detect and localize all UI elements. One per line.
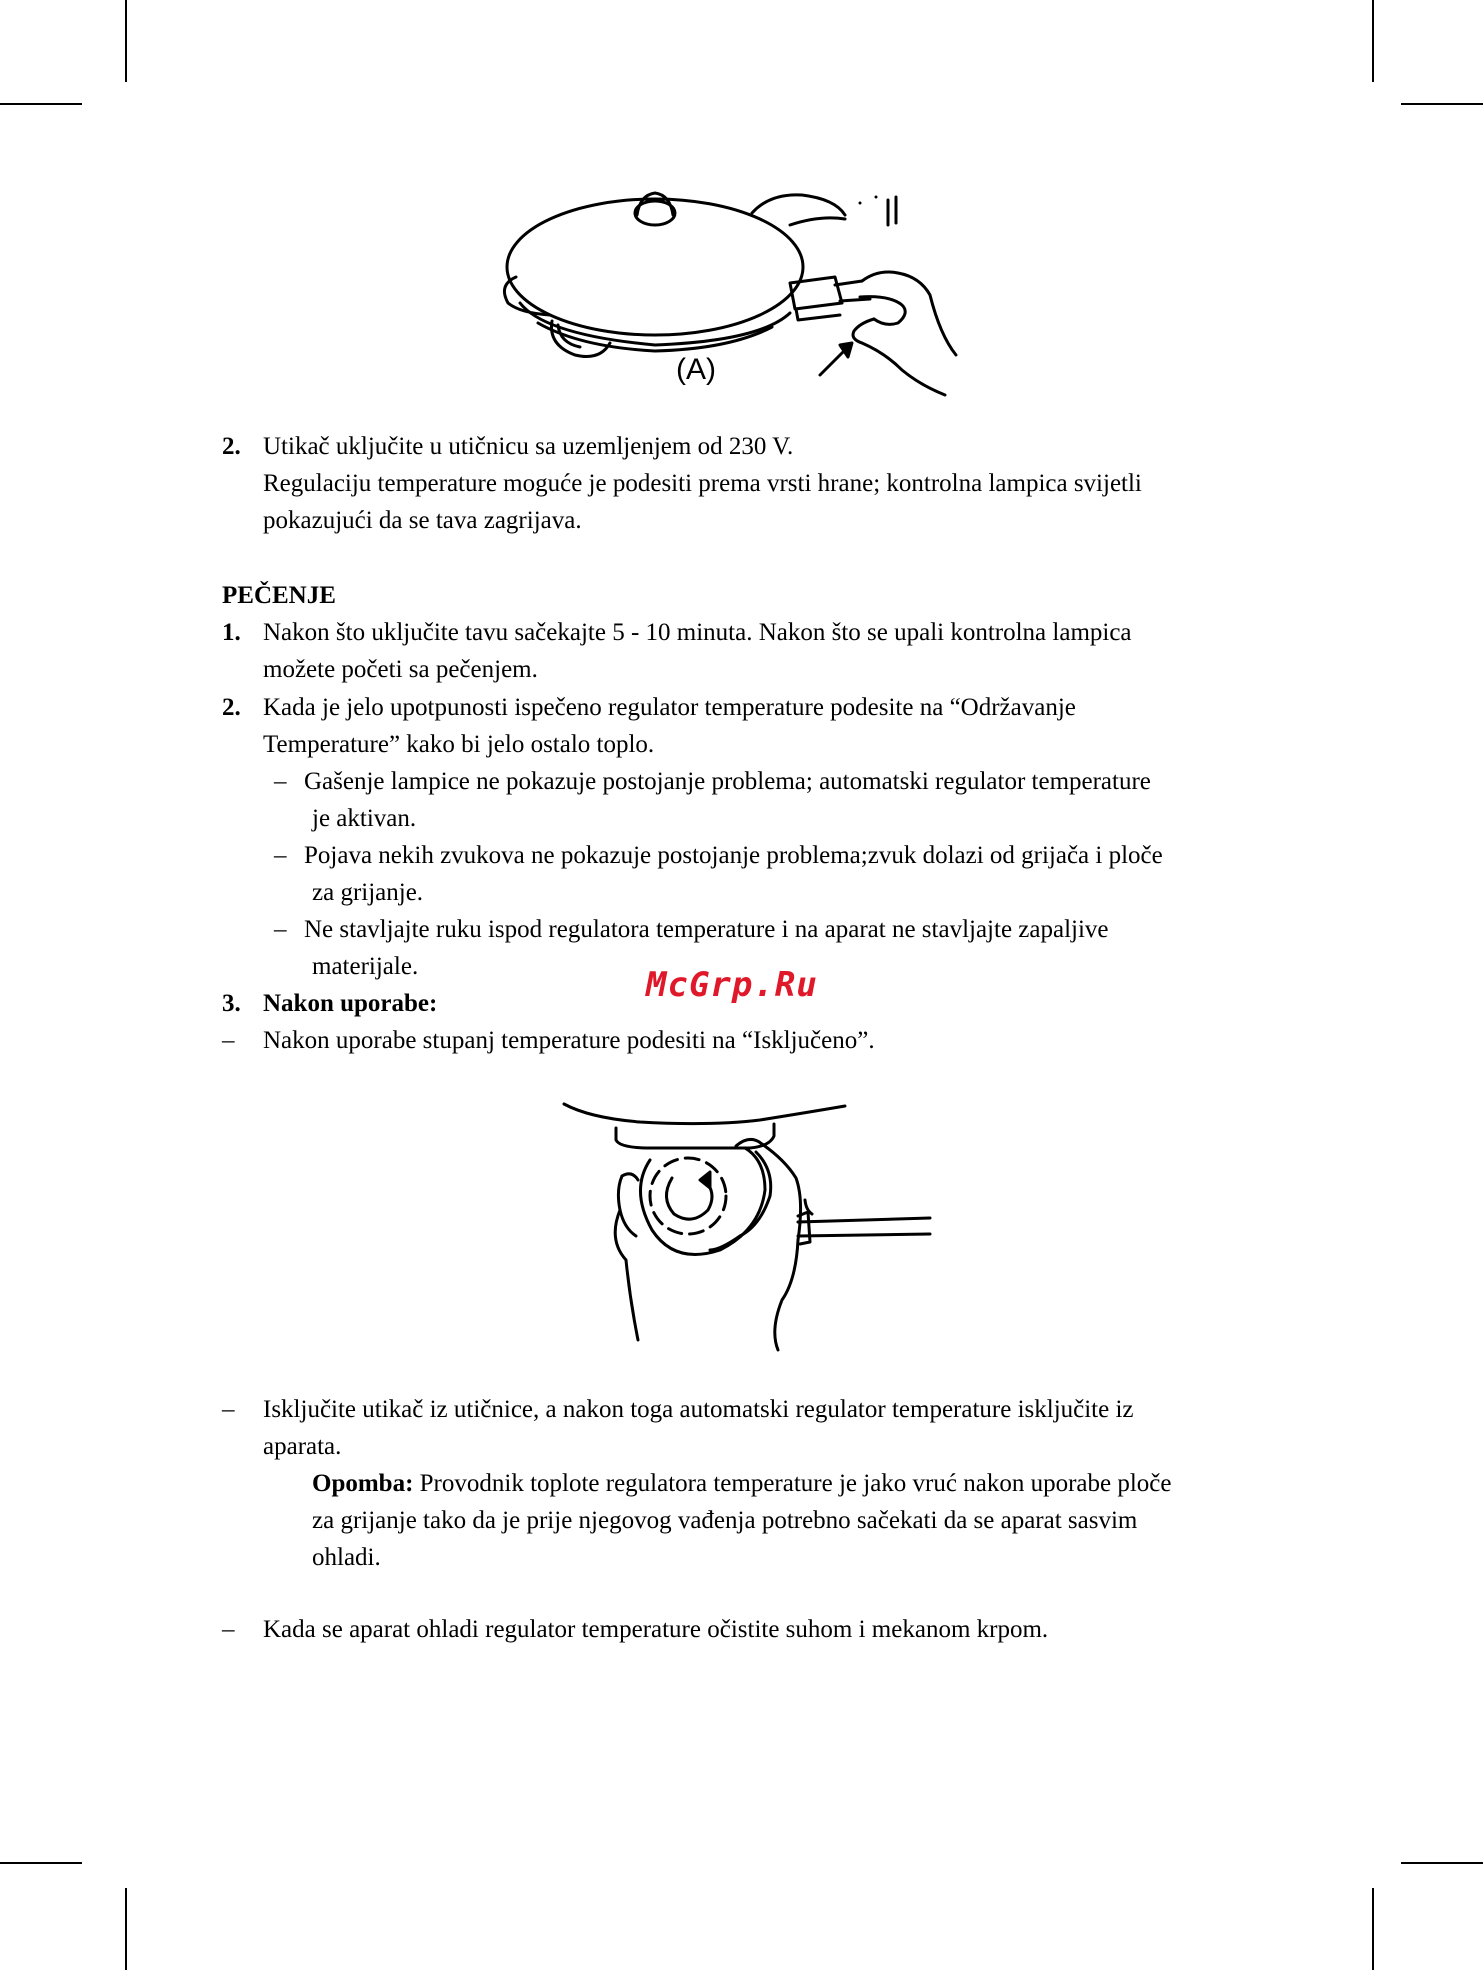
bullet-1-line-1: Gašenje lampice ne pokazuje postojanje problema; automatski regulator temperature xyxy=(304,768,1151,795)
regulator-dial-illustration xyxy=(560,1100,940,1358)
step3-label: Nakon uporabe: xyxy=(263,990,438,1017)
crop-mark-top-right-h xyxy=(1401,103,1483,105)
crop-mark-bottom-right-h xyxy=(1401,1862,1483,1864)
cleaning-text: Kada se aparat ohladi regulator temperature očistite suhom i mekanom krpom. xyxy=(263,1616,1049,1643)
bullet-3-dash: – xyxy=(274,916,287,943)
item2-line-2: Regulaciju temperature moguće je podesiti prema vrsti hrane; kontrolna lampica svijetli xyxy=(263,470,1142,497)
note-label: Opomba: xyxy=(312,1470,414,1497)
unplug-dash: – xyxy=(222,1396,235,1423)
step1-line-1: Nakon što uključite tavu sačekajte 5 - 10 minuta. Nakon što se upali kontrolna lampica xyxy=(263,619,1132,646)
bullet-2-line-2: za grijanje. xyxy=(312,879,424,906)
section-heading-pecenje: PEČENJE xyxy=(222,582,336,609)
after-use-text: Nakon uporabe stupanj temperature podesiti na “Isključeno”. xyxy=(263,1027,875,1054)
note-line-3: ohladi. xyxy=(312,1544,381,1571)
note-line-1 xyxy=(312,1469,1171,1499)
crop-mark-bottom-right-v xyxy=(1372,1888,1374,1970)
step3-number: 3. xyxy=(222,990,241,1017)
watermark: McGrp.Ru xyxy=(646,965,818,1005)
bullet-2-line-1: Pojava nekih zvukova ne pokazuje postojanje problema;zvuk dolazi od grijača i ploče xyxy=(304,842,1163,869)
after-use-dash: – xyxy=(222,1027,235,1054)
unplug-line-1: Isključite utikač iz utičnice, a nakon toga automatski regulator temperature isključite iz xyxy=(263,1396,1134,1423)
crop-mark-top-left-v xyxy=(125,0,127,82)
bullet-1-line-2: je aktivan. xyxy=(312,805,417,832)
figure-a-label: (A) xyxy=(676,353,716,386)
item2-line-1: Utikač uključite u utičnicu sa uzemljenjem od 230 V. xyxy=(263,433,794,460)
item2-line-3: pokazujući da se tava zagrijava. xyxy=(263,507,582,534)
pan-illustration xyxy=(490,185,960,410)
step2-number: 2. xyxy=(222,694,241,721)
crop-mark-bottom-left-h xyxy=(0,1862,82,1864)
bullet-3-line-2: materijale. xyxy=(312,953,419,980)
step2-line-1: Kada je jelo upotpunosti ispečeno regulator temperature podesite na “Održavanje xyxy=(263,694,1076,721)
note-line-2: za grijanje tako da je prije njegovog vađenja potrebno sačekati da se aparat sasvim xyxy=(312,1507,1138,1534)
crop-mark-bottom-left-v xyxy=(125,1888,127,1970)
bullet-1-dash: – xyxy=(274,768,287,795)
cleaning-dash: – xyxy=(222,1616,235,1643)
crop-mark-top-right-v xyxy=(1372,0,1374,82)
step2-line-2: Temperature” kako bi jelo ostalo toplo. xyxy=(263,731,655,758)
step1-number: 1. xyxy=(222,619,241,646)
bullet-2-dash: – xyxy=(274,842,287,869)
item2-number: 2. xyxy=(222,433,241,460)
crop-mark-top-left-h xyxy=(0,103,82,105)
note-text-1: Provodnik toplote regulatora temperature je jako vruć nakon uporabe ploče xyxy=(419,1470,1172,1497)
bullet-3-line-1: Ne stavljajte ruku ispod regulatora temperature i na aparat ne stavljajte zapaljive xyxy=(304,916,1109,943)
unplug-line-2: aparata. xyxy=(263,1433,342,1460)
step1-line-2: možete početi sa pečenjem. xyxy=(263,656,538,683)
